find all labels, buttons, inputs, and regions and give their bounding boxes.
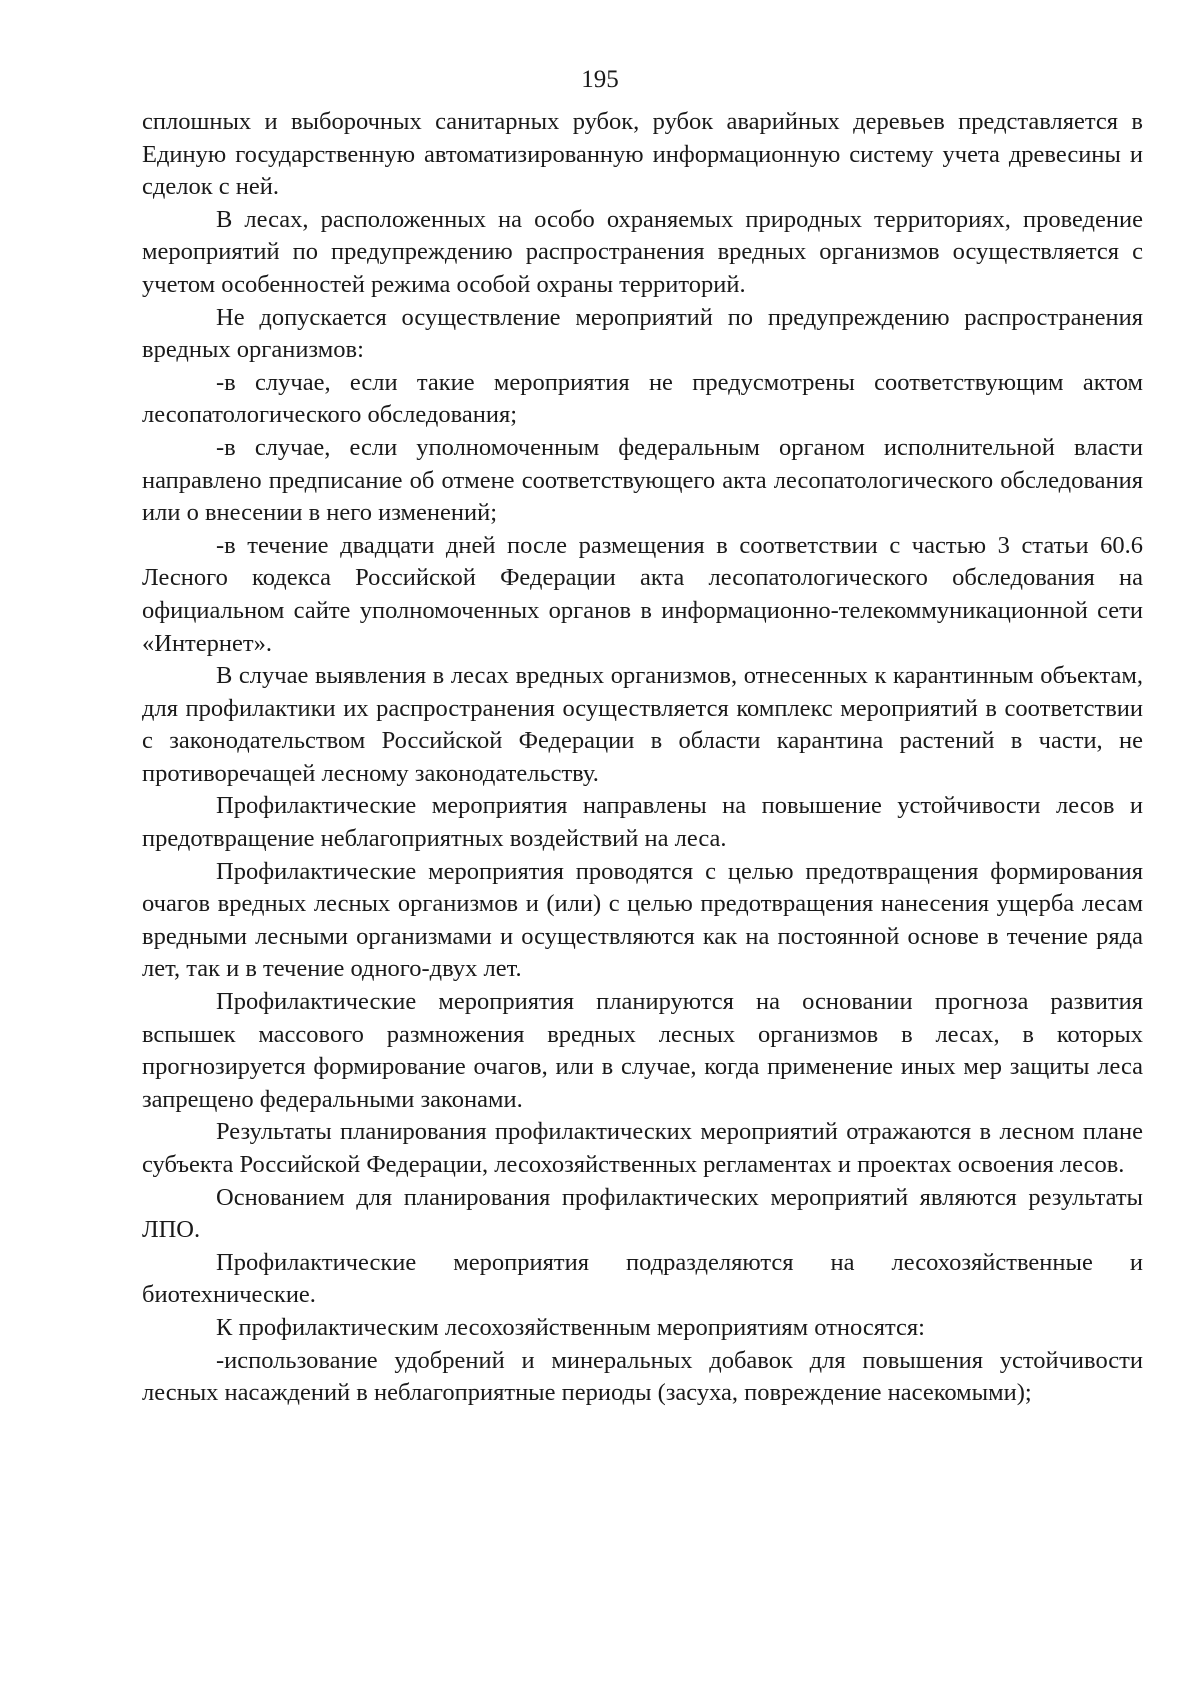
paragraph: Профилактические мероприятия планируются на основании прогноза развития вспышек массового размножения вредных лесных организмов в лесах, в которых прогнозируется формирование очагов, или в случае, когда применение иных мер защиты леса запрещено федеральными законами.	[142, 988, 1143, 1113]
paragraph: сплошных и выборочных санитарных рубок, рубок аварийных деревьев представляется в Единую государственную автоматизированную информационную систему учета древесины и сделок с ней.	[142, 108, 1143, 201]
paragraph: Профилактические мероприятия направлены на повышение устойчивости лесов и предотвращение неблагоприятных воздействий на леса.	[142, 792, 1143, 853]
list-item: -использование удобрений и минеральных добавок для повышения устойчивости лесных насаждений в неблагоприятные периоды (засуха, повреждение насекомыми);	[142, 1346, 1143, 1407]
paragraph: К профилактическим лесохозяйственным мероприятиям относятся:	[216, 1313, 925, 1341]
paragraph: Профилактические мероприятия проводятся с целью предотвращения формирования очагов вредных лесных организмов и (или) с целью предотвращения нанесения ущерба лесам вредными лесными организмами и осуществляются как на постоянной основе в течение ряда лет, так и в течение одного-двух лет.	[142, 857, 1143, 983]
paragraph: Основанием для планирования профилактических мероприятий являются результаты ЛПО.	[142, 1183, 1143, 1244]
paragraph: Результаты планирования профилактических мероприятий отражаются в лесном плане субъекта Российской Федерации, лесохозяйственных регламентах и проектах освоения лесов.	[142, 1118, 1143, 1178]
document-body	[142, 106, 1143, 1410]
list-item: -в течение двадцати дней после размещения в соответствии с частью 3 статьи 60.6 Лесного кодекса Российской Федерации акта лесопатологического обследования на официальном сайте уполномоченных органов в информационно-телекоммуникационной сети «Интернет».	[142, 531, 1143, 657]
paragraph: Не допускается осуществление мероприятий по предупреждению распространения вредных организмов:	[142, 303, 1143, 364]
page-number: 195	[581, 66, 619, 93]
list-item: -в случае, если уполномоченным федеральным органом исполнительной власти направлено предписание об отмене соответствующего акта лесопатологического обследования или о внесении в него изменений;	[142, 433, 1143, 527]
paragraph: Профилактические мероприятия подразделяются на лесохозяйственные и биотехнические.	[142, 1248, 1143, 1309]
list-item: -в случае, если такие мероприятия не предусмотрены соответствующим актом лесопатологического обследования;	[142, 368, 1143, 429]
paragraph: В лесах, расположенных на особо охраняемых природных территориях, проведение мероприятий по предупреждению распространения вредных организмов осуществляется с учетом особенностей режима особой охраны территорий.	[142, 205, 1143, 298]
paragraph: В случае выявления в лесах вредных организмов, отнесенных к карантинным объектам, для профилактики их распространения осуществляется комплекс мероприятий в соответствии с законодательством Российской Федерации в области карантина растений в части, не противоречащей лесному законодательству.	[142, 662, 1143, 787]
